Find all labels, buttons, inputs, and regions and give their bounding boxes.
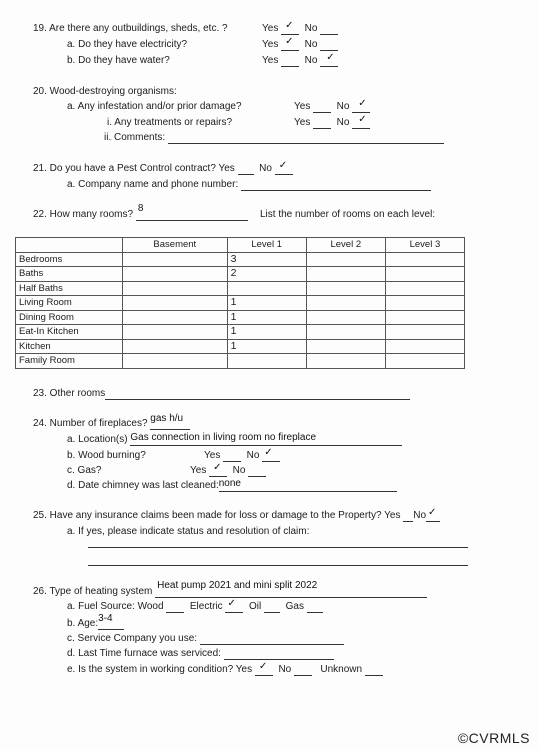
q24-question (33, 413, 190, 430)
q20a-yes-no: Yes No ✓ (294, 101, 370, 113)
q19-question: 19. Are there any outbuildings, sheds, etc. ? (33, 23, 228, 34)
fuel-label: a. Fuel Source: Wood (67, 601, 164, 612)
row-label: Dining Room (16, 310, 123, 325)
check-mark: ✓ (227, 598, 236, 609)
yes-label: Yes (262, 23, 279, 34)
table-row (16, 354, 465, 369)
electric-label: Electric (189, 601, 223, 612)
table-header (16, 238, 123, 253)
check-mark: ✓ (326, 52, 335, 63)
q25-question: 25. Have any insurance claims been made for loss or damage to the Property? Yes No ✓ (33, 510, 440, 522)
q25-text: 25. Have any insurance claims been made for loss or damage to the Property? (33, 510, 382, 521)
table-header: Level 1 (227, 238, 306, 253)
oil-label: Oil (249, 601, 262, 612)
q20-question: 20. Wood-destroying organisms: (33, 86, 177, 97)
gas-label: Gas (285, 601, 304, 612)
q26e-text: e. Is the system in working condition? Yes ✓ No Unknown (67, 664, 383, 676)
q24c-text: c. Gas? (67, 465, 102, 476)
rooms-table (15, 237, 465, 369)
table-cell[interactable] (306, 325, 385, 340)
row-label: Eat-In Kitchen (16, 325, 123, 340)
table-cell[interactable] (123, 252, 228, 267)
table-row (16, 296, 465, 311)
q24b-yes-no: Yes No ✓ (204, 450, 280, 462)
q26d-text (67, 648, 334, 660)
q20a-text: a. Any infestation and/or prior damage? (67, 101, 242, 112)
check-mark: ✓ (264, 447, 273, 458)
location-answer: Gas connection in living room no fireplace (130, 432, 317, 443)
table-cell[interactable] (227, 354, 306, 369)
table-header: Level 2 (306, 238, 385, 253)
table-header: Basement (123, 238, 228, 253)
table-cell[interactable] (385, 281, 464, 296)
q19a-text: a. Do they have electricity? (67, 39, 188, 50)
table-row (16, 252, 465, 267)
q19-yes-no (262, 20, 338, 35)
table-cell[interactable] (306, 296, 385, 311)
check-mark: ✓ (213, 462, 222, 473)
row-label: Baths (16, 267, 123, 282)
no-label: No (304, 23, 318, 34)
claim-line-1[interactable] (88, 547, 468, 548)
table-cell[interactable] (306, 252, 385, 267)
q22-question (33, 203, 248, 221)
chimney-field[interactable] (219, 481, 397, 492)
table-cell[interactable] (306, 339, 385, 354)
q23-text: 23. Other rooms (33, 388, 106, 399)
table-cell[interactable] (227, 281, 306, 296)
table-row (16, 267, 465, 282)
q24d-text (67, 480, 397, 492)
table-cell[interactable] (385, 339, 464, 354)
table-cell[interactable]: 1 (227, 325, 306, 340)
claim-line-2[interactable] (88, 565, 468, 566)
check-mark: ✓ (358, 98, 367, 109)
table-row (16, 310, 465, 325)
table-cell[interactable] (385, 296, 464, 311)
table-cell[interactable] (123, 339, 228, 354)
check-mark: ✓ (428, 507, 437, 518)
check-mark: ✓ (285, 20, 294, 31)
q22-text: 22. How many rooms? (33, 209, 134, 220)
comments-label: ii. Comments: (104, 132, 166, 143)
table-cell[interactable] (385, 252, 464, 267)
age-answer: 3-4 (98, 613, 113, 624)
company-label: a. Company name and phone number: (67, 179, 239, 190)
table-cell[interactable] (123, 281, 228, 296)
table-cell[interactable] (306, 354, 385, 369)
working-condition-label: e. Is the system in working condition? (67, 664, 234, 675)
age-label: b. Age: (67, 618, 99, 629)
table-cell[interactable] (123, 325, 228, 340)
row-label: Living Room (16, 296, 123, 311)
q19b-yes-no: Yes No ✓ (262, 55, 338, 67)
q20i-text: i. Any treatments or repairs? (107, 117, 233, 128)
q24-text: 24. Number of fireplaces? (33, 418, 148, 429)
table-cell[interactable] (385, 325, 464, 340)
heating-answer: Heat pump 2021 and mini split 2022 (157, 580, 318, 591)
table-cell[interactable] (123, 267, 228, 282)
rooms-count-answer: 8 (137, 203, 144, 214)
table-cell[interactable] (385, 310, 464, 325)
row-label: Kitchen (16, 339, 123, 354)
table-header-row (16, 238, 465, 253)
check-mark: ✓ (278, 160, 288, 171)
q26c-text (67, 633, 344, 645)
q26-text: 26. Type of heating system (33, 586, 153, 597)
q19a-yes-no: Yes ✓ No (262, 39, 338, 51)
q24a-text (67, 434, 402, 446)
table-cell[interactable]: 1 (227, 310, 306, 325)
q24b-text: b. Wood burning? (67, 450, 146, 461)
table-cell[interactable] (306, 310, 385, 325)
q20ii-text (104, 132, 444, 144)
table-row (16, 339, 465, 354)
table-cell[interactable] (123, 296, 228, 311)
row-label: Family Room (16, 354, 123, 369)
table-cell[interactable] (123, 354, 228, 369)
table-cell[interactable] (123, 310, 228, 325)
table-header: Level 3 (385, 238, 464, 253)
last-serviced-field[interactable] (224, 649, 334, 660)
check-mark: ✓ (285, 36, 294, 47)
q23-question (33, 388, 410, 400)
chimney-answer: none (218, 478, 241, 489)
q21-text: 21. Do you have a Pest Control contract? (33, 163, 216, 174)
chimney-label: d. Date chimney was last cleaned: (67, 480, 219, 491)
table-cell[interactable]: 2 (227, 267, 306, 282)
comments-field[interactable] (168, 133, 444, 144)
check-mark: ✓ (258, 661, 268, 672)
q26a-text (67, 598, 323, 613)
q25a-text: a. If yes, please indicate status and resolution of claim: (67, 526, 310, 537)
service-company-field[interactable] (200, 634, 344, 645)
q21a-text (67, 179, 431, 191)
location-label: a. Location(s) (67, 434, 128, 445)
table-cell[interactable] (385, 267, 464, 282)
company-field[interactable] (241, 180, 431, 191)
table-row (16, 325, 465, 340)
service-company-label: c. Service Company you use: (67, 633, 198, 644)
table-row (16, 281, 465, 296)
fireplaces-answer: gas h/u (150, 413, 184, 424)
table-cell[interactable] (306, 267, 385, 282)
table-cell[interactable]: 1 (227, 339, 306, 354)
check-mark: ✓ (358, 114, 367, 125)
q24c-yes-no: Yes ✓ No (190, 465, 266, 477)
q20i-yes-no: Yes No ✓ (294, 117, 370, 129)
q26b-text (67, 613, 124, 630)
watermark: ©CVRMLS (457, 730, 530, 746)
q22-list-label: List the number of rooms on each level: (260, 209, 436, 220)
table-cell[interactable]: 1 (227, 296, 306, 311)
q21-question: 21. Do you have a Pest Control contract? Yes No ✓ (33, 163, 293, 175)
table-cell[interactable]: 3 (227, 252, 306, 267)
q26-question (33, 580, 427, 598)
rooms-count-field[interactable] (136, 210, 248, 221)
q19b-text: b. Do they have water? (67, 55, 170, 66)
last-serviced-label: d. Last Time furnace was serviced: (67, 648, 221, 659)
other-rooms-field[interactable] (105, 389, 410, 400)
table-cell[interactable] (385, 354, 464, 369)
unknown-label: Unknown (320, 664, 363, 675)
table-cell[interactable] (306, 281, 385, 296)
row-label: Half Baths (16, 281, 123, 296)
row-label: Bedrooms (16, 252, 123, 267)
